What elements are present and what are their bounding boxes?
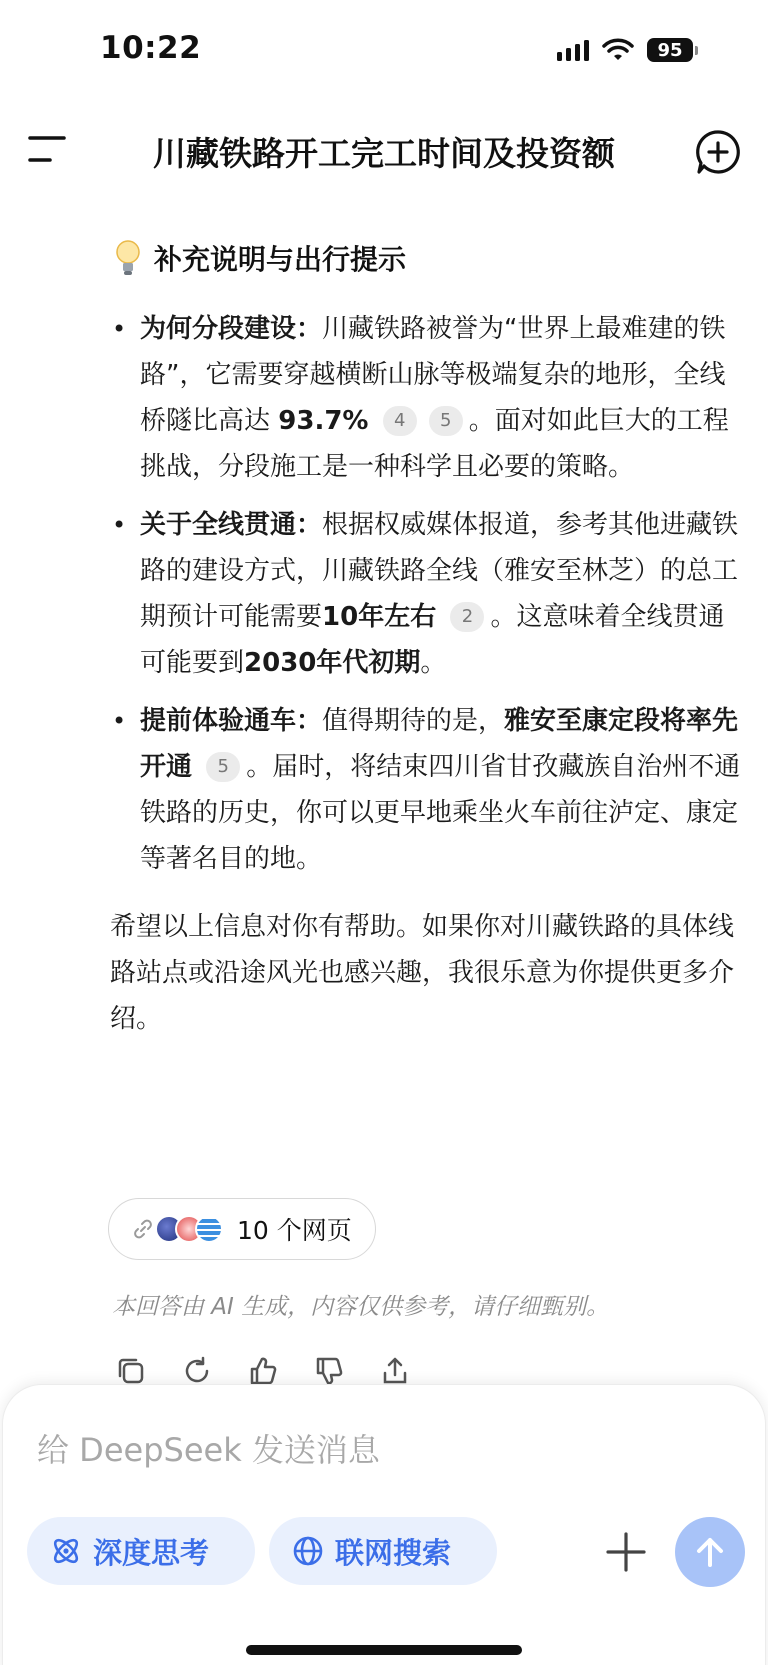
lightbulb-icon [112, 238, 144, 278]
sources-button[interactable] [108, 1198, 376, 1260]
globe-icon [291, 1534, 325, 1568]
bullet-text: 值得期待的是， [322, 706, 505, 736]
ai-disclaimer: 本回答由 AI 生成，内容仅供参考，请仔细甄别。 [112, 1294, 610, 1320]
bullet-emphasis: 雅安至康定段将率先开通 [140, 706, 739, 782]
message-input[interactable] [37, 1425, 597, 1475]
source-favicons [155, 1215, 223, 1243]
bullet-text: 川藏铁路被誉为“世界上最难建的铁路”，它需要穿越横断山脉等极端复杂的地形，全线桥隧比高达 [140, 314, 726, 436]
status-time: 10:22 [100, 30, 202, 66]
menu-icon[interactable] [26, 132, 68, 166]
bullet-emphasis: 2030年代初期 [244, 648, 421, 678]
battery-level: 95 [647, 38, 693, 62]
bullet-lead: 为何分段建设： [140, 314, 323, 344]
bullet-emphasis: 10年左右 [322, 602, 437, 632]
citation-badge[interactable]: 4 [383, 406, 417, 436]
list-item [112, 502, 742, 686]
source-favicon [195, 1215, 223, 1243]
thumbs-down-icon[interactable] [313, 1355, 345, 1387]
atom-icon [49, 1534, 83, 1568]
bullet-lead: 提前体验通车： [140, 706, 323, 736]
list-item [112, 306, 742, 490]
regenerate-icon[interactable] [181, 1355, 213, 1387]
share-icon[interactable] [379, 1355, 411, 1387]
message-actions [115, 1355, 411, 1387]
home-indicator [246, 1645, 522, 1655]
web-search-toggle[interactable] [269, 1517, 497, 1585]
bullet-text: 。 [420, 648, 447, 678]
bullet-text: 。这意味着全线贯通可能要到 [140, 602, 725, 678]
bullet-text: 根据权威媒体报道，参考其他进藏铁路的建设方式，川藏铁路全线（雅安至林芝）的总工期预计可能需要 [140, 510, 739, 632]
bullet-lead: 关于全线贯通： [140, 510, 323, 540]
citation-badge[interactable]: 5 [206, 752, 240, 782]
section-heading [112, 230, 742, 286]
closing-paragraph: 希望以上信息对你有帮助。如果你对川藏铁路的具体线路站点或沿途风光也感兴趣，我很乐意为你提供更多介绍。 [110, 912, 735, 1034]
link-icon [133, 1219, 153, 1239]
wifi-icon [601, 38, 635, 62]
composer-panel [2, 1384, 766, 1665]
citation-badge[interactable]: 2 [450, 602, 484, 632]
send-arrow-icon [690, 1532, 730, 1572]
page-title: 川藏铁路开工完工时间及投资额 [153, 134, 615, 173]
copy-icon[interactable] [115, 1355, 147, 1387]
bullet-text: 。届时，将结束四川省甘孜藏族自治州不通铁路的历史，你可以更早地乘坐火车前往泸定、康定等著名目的地。 [140, 752, 741, 874]
battery-icon [647, 38, 698, 62]
bullet-emphasis: 93.7% [278, 406, 369, 436]
bullet-list [112, 306, 742, 882]
status-icons [557, 38, 698, 62]
new-chat-icon[interactable] [694, 128, 742, 176]
citation-badge[interactable]: 5 [429, 406, 463, 436]
cellular-signal-icon [557, 39, 589, 61]
thumbs-up-icon[interactable] [247, 1355, 279, 1387]
bullet-text: 。面对如此巨大的工程挑战，分段施工是一种科学且必要的策略。 [140, 406, 729, 482]
plus-icon[interactable] [603, 1529, 649, 1575]
sources-label: 10 个网页 [237, 1216, 352, 1245]
deep-think-toggle[interactable] [27, 1517, 255, 1585]
deep-think-label: 深度思考 [93, 1535, 210, 1570]
web-search-label: 联网搜索 [335, 1535, 452, 1570]
assistant-message [112, 230, 742, 1042]
send-button[interactable] [675, 1517, 745, 1587]
list-item [112, 698, 742, 882]
section-heading-text: 补充说明与出行提示 [154, 243, 407, 276]
